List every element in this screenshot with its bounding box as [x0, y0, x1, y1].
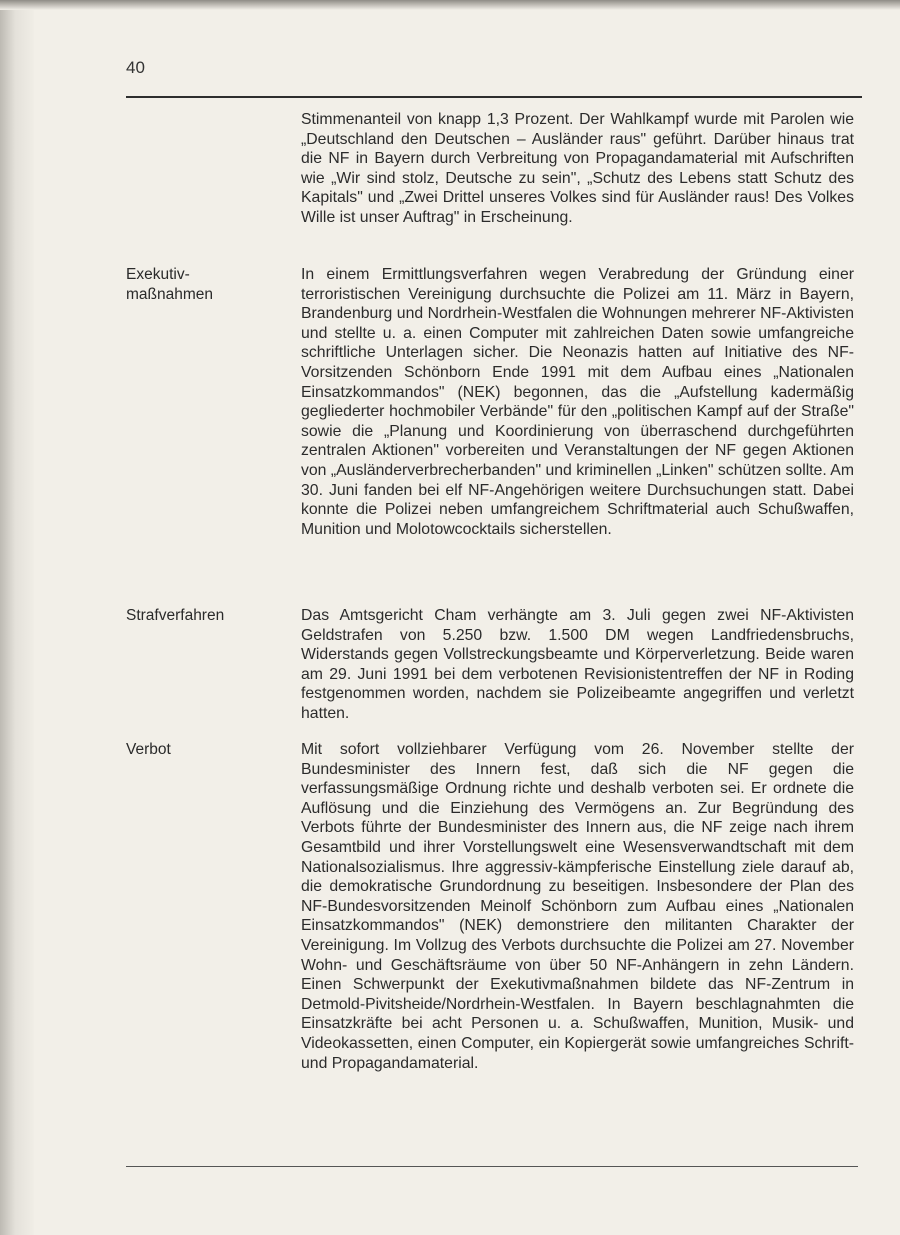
margin-label-line: Exekutiv-: [126, 266, 190, 283]
margin-label-exekutivmassnahmen: [126, 265, 286, 305]
footer-rule: [126, 1166, 858, 1167]
paragraph-intro: Stimmenanteil von knapp 1,3 Prozent. Der Wahlkampf wurde mit Parolen wie „Deutschland den Deutschen – Ausländer raus" geführt. Darüber hinaus trat die NF in Bayern durch Verbreitung von Propagandamaterial mit Aufschriften wie „Wir sind stolz, Deutsche zu sein", „Schutz des Lebens statt Schutz des Kapitals" und „Zwei Drittel unseres Volkes sind für Ausländer raus! Des Volkes Wille ist unser Auftrag" in Erscheinung.: [301, 111, 854, 226]
header-rule: [126, 96, 862, 98]
binding-edge: [0, 0, 34, 1235]
paragraph-strafverfahren: Das Amtsgericht Cham verhängte am 3. Juli gegen zwei NF-Aktivisten Geldstrafen von 5.250 bzw. 1.500 DM wegen Landfriedensbruchs, Widerstands gegen Vollstreckungsbeamte und Körperverletzung. Beide waren am 29. Juni 1991 bei dem verbotenen Revisionistentreffen der NF in Roding festgenommen worden, nachdem sie Polizeibeamte angegriffen und verletzt hatten.: [301, 607, 854, 722]
scan-top-edge: [0, 0, 900, 10]
margin-label-strafverfahren: Strafverfahren: [126, 607, 225, 624]
margin-label-verbot: Verbot: [126, 741, 171, 758]
margin-label-line: maßnahmen: [126, 286, 214, 303]
paragraph-exekutivmassnahmen: In einem Ermittlungsverfahren wegen Verabredung der Gründung einer terroristischen Vereinigung durchsuchte die Polizei am 11. März in Bayern, Brandenburg und Nordrhein-Westfalen die Wohnungen mehrerer NF-Aktivisten und stellte u. a. einen Computer mit zahlreichen Daten sowie umfangreiche schriftliche Unterlagen sicher. Die Neonazis hatten auf Initiative des NF-Vorsitzenden Schönborn Ende 1991 mit dem Aufbau eines „Nationalen Einsatzkommandos" (NEK) begonnen, das die „Aufstellung kadermäßig gegliederter hochmobiler Verbände" für den „politischen Kampf auf der Straße" sowie die „Planung und Koordinierung von überraschend durchgeführten zentralen Aktionen" vorbereiten und Veranstaltungen der NF gegen Aktionen von „Ausländerverbrecherbanden" und kriminellen „Linken" schützen sollte. Am 30. Juni fanden bei elf NF-Angehörigen weitere Durchsuchungen statt. Dabei konnte die Polizei neben umfangreichem Schriftmaterial auch Schußwaffen, Munition und Molotowcocktails sicherstellen.: [301, 266, 854, 538]
paragraph-verbot: Mit sofort vollziehbarer Verfügung vom 26. November stellte der Bundesminister des Innern fest, daß sich die NF gegen die verfassungsmäßige Ordnung richte und deshalb verboten sei. Er ordnete die Auflösung und die Einziehung des Vermögens an. Zur Begründung des Verbots führte der Bundesminister des Innern aus, die NF zeige nach ihrem Gesamtbild und ihrer Vorstellungswelt eine Wesensverwandtschaft mit dem Nationalsozialismus. Ihre aggressiv-kämpferische Einstellung ziele darauf ab, die demokratische Grundordnung zu beseitigen. Insbesondere der Plan des NF-Bundesvorsitzenden Meinolf Schönborn zum Aufbau eines „Nationalen Einsatzkommandos" (NEK) demonstriere den militanten Charakter der Vereinigung. Im Vollzug des Verbots durchsuchte die Polizei am 27. November Wohn- und Geschäftsräume von über 50 NF-Anhängern in zehn Ländern. Einen Schwerpunkt der Exekutivmaßnahmen bildete das NF-Zentrum in Detmold-Pivitsheide/Nordrhein-Westfalen. In Bayern beschlagnahmten die Einsatzkräfte bei acht Personen u. a. Schußwaffen, Munition, Musik- und Videokassetten, einen Computer, ein Kopiergerät sowie umfangreiches Schrift- und Propagandamaterial.: [301, 741, 854, 1072]
page-number: 40: [126, 58, 145, 77]
